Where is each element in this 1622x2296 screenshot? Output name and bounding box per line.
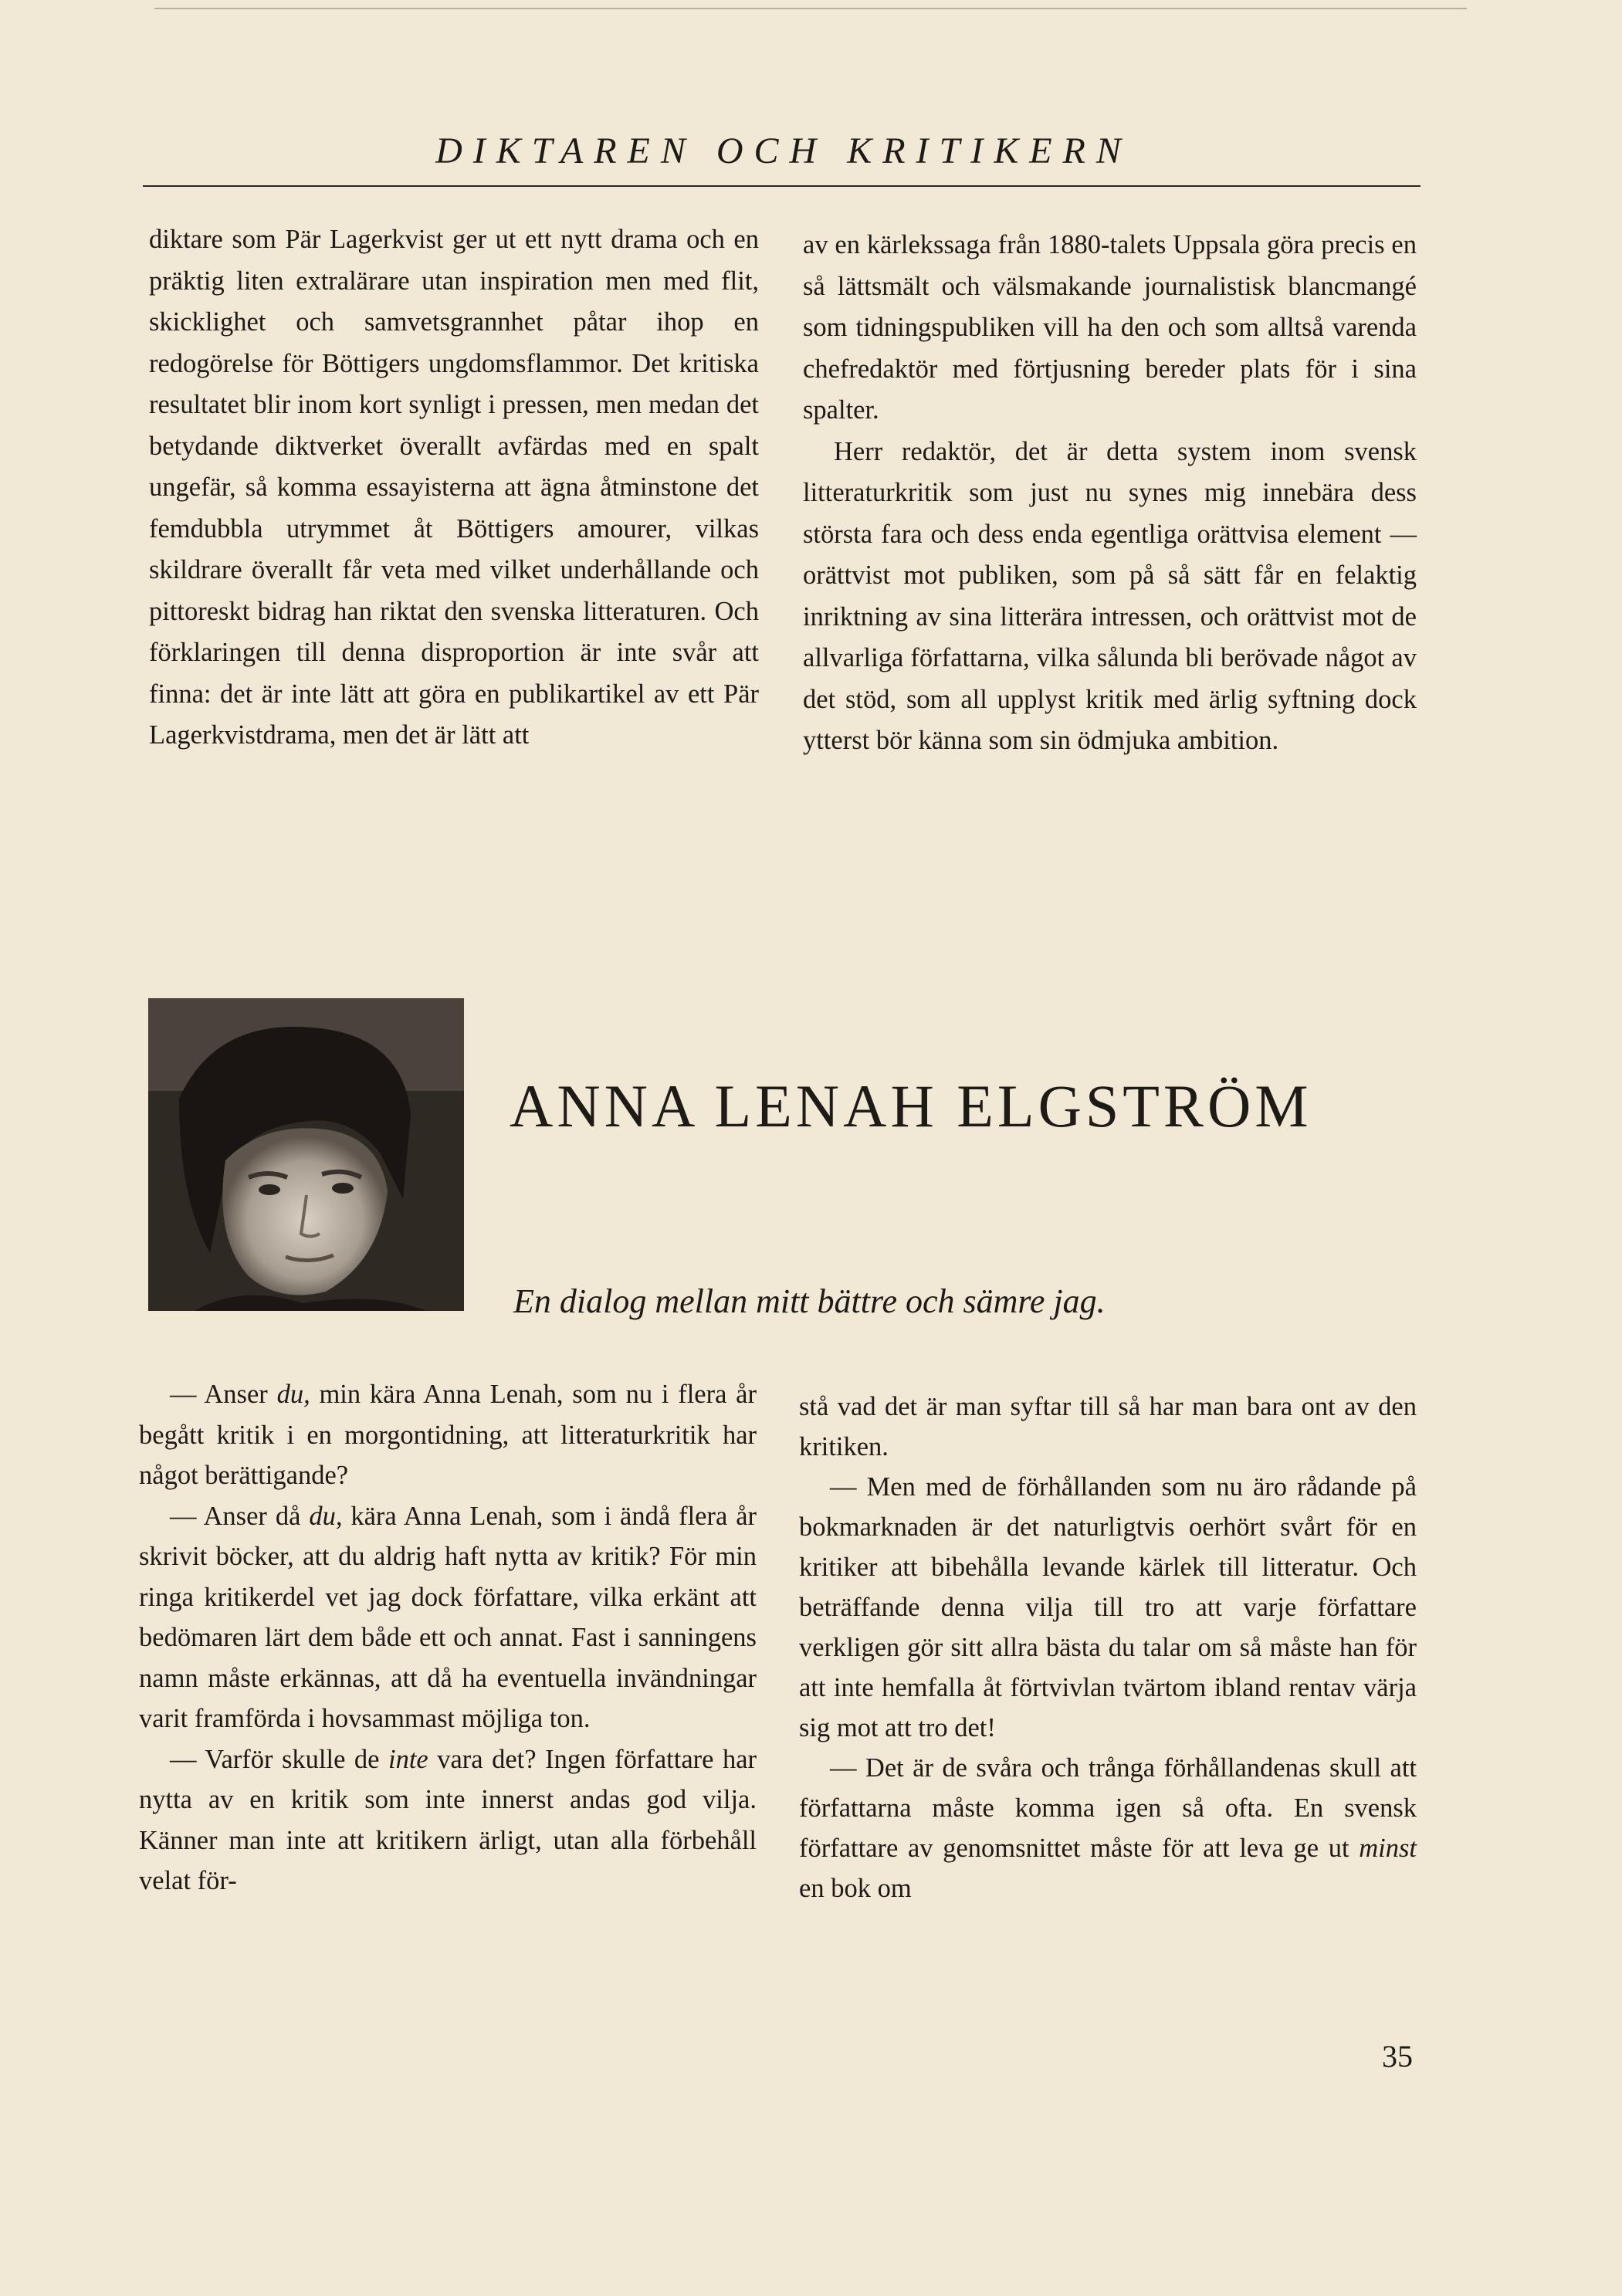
portrait-image: [148, 998, 464, 1311]
dialog-paragraph: — Varför skulle de inte vara det? Ingen författare har nytta av en kritik som inte innerst andas god vilja. Känner man inte att kritikern ärligt, utan alla förbehåll velat för-: [139, 1744, 757, 1895]
article-right-column: [799, 1387, 1417, 1908]
article-left-column: [139, 1374, 757, 1901]
dialog-paragraph: — Det är de svåra och trånga förhållandenas skull att författarna måste komma igen så ofta. En svensk författare av genomsnittet måste för att leva ge ut minst en bok om: [799, 1753, 1417, 1903]
dialog-paragraph: — Anser då du, kära Anna Lenah, som i ändå flera år skrivit böcker, att du aldrig haft nytta av kritik? För min ringa kritikerdel vet jag dock författare, vilka erkänt att bedömaren lärt dem både ett och annat. Fast i sanningens namn måste erkännas, att då ha eventuella invändningar varit framförda i hovsammast möjliga ton.: [139, 1501, 757, 1733]
running-head: DIKTAREN OCH KRITIKERN: [435, 130, 1132, 171]
dialog-paragraph: stå vad det är man syftar till så har man bara ont av den kritiken.: [799, 1392, 1417, 1461]
top-right-paragraph: av en kärlekssaga från 1880-talets Uppsala göra precis en så lättsmält och välsmakande journalistisk blancmangé som tidningspubliken vill ha den och som alltså varenda chefredaktör med förtjusning bereder plats för i sina spalter.: [803, 230, 1417, 425]
top-edge-rule: [154, 8, 1467, 9]
author-portrait: [148, 998, 464, 1311]
dialog-paragraph: — Men med de förhållanden som nu äro rådande på bokmarknaden är det naturligtvis oerhört svårt för en kritiker att bibehålla levande kärlek till litteratur. Och beträffande denna vilja till tro att varje författare verkligen gör sitt allra bästa du talar om så måste han för att inte hemfalla åt förtvivlan tvärtom ibland rentav värja sig mot att tro det!: [799, 1472, 1417, 1742]
header-rule: [143, 185, 1421, 187]
top-right-paragraph: Herr redaktör, det är detta system inom svensk litteraturkritik som just nu synes mig innebära dess största fara och dess enda egentliga orättvisa element — orättvist mot publiken, som på så sätt får en felaktig inriktning av sina litterära intressen, och orättvist mot de allvarliga författarna, vilka sålunda bli berövade något av det stöd, som all upplyst kritik med ärlig syftning dock ytterst bör känna som sin ödmjuka ambition.: [803, 436, 1417, 755]
top-left-paragraph: diktare som Pär Lagerkvist ger ut ett nytt drama och en präktig liten extralärare utan inspiration men med flit, skicklighet och samvetsgrannhet påtar ihop en redogörelse för Böttigers ungdomsflammor. Det kritiska resultatet blir inom kort synligt i pressen, men medan det betydande diktverket överallt avfärdas med en spalt ungefär, så komma essayisterna att ägna åtminstone det femdubbla utrymmet åt Böttigers amourer, vilkas skildrare överallt får veta med vilket underhållande och pittoreskt bidrag han riktat den svenska litteraturen. Och förklaringen till denna disproportion är inte svår att finna: det är inte lätt att göra en publikartikel av ett Pär Lagerkvistdrama, men det är lätt att: [149, 225, 759, 750]
top-left-column: [149, 219, 759, 757]
top-right-column: [803, 225, 1417, 762]
article-title: ANNA LENAH ELGSTRÖM: [510, 1072, 1312, 1140]
article-subtitle: En dialog mellan mitt bättre och sämre jag.: [513, 1282, 1106, 1320]
dialog-paragraph: — Anser du, min kära Anna Lenah, som nu i flera år begått kritik i en morgontidning, att litteraturkritik har något berättigande?: [139, 1380, 757, 1490]
page-number: 35: [1382, 2039, 1413, 2074]
